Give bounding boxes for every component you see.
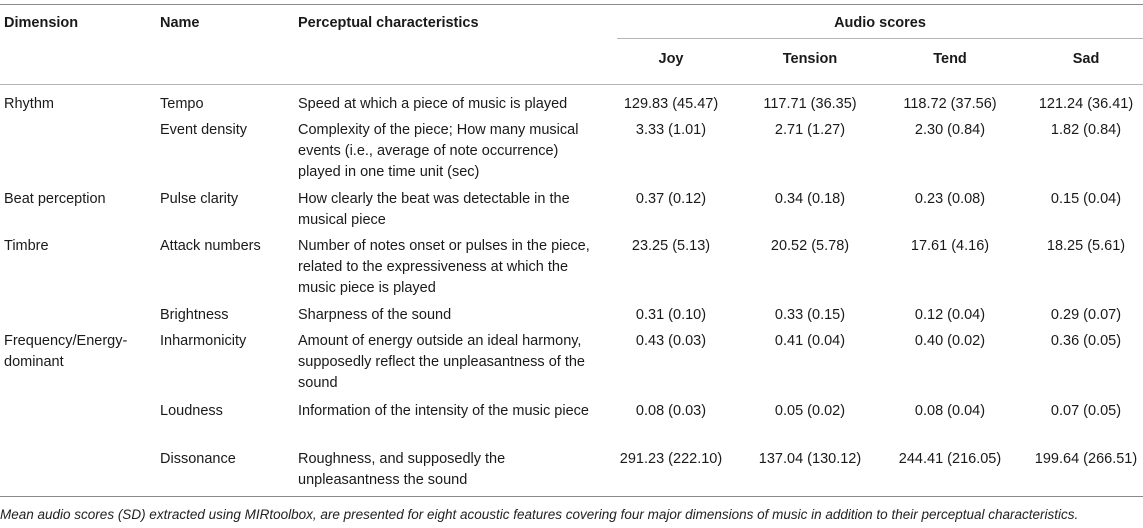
row-name: Pulse clarity	[160, 191, 239, 207]
header-perceptual: Perceptual characteristics	[298, 15, 479, 31]
row-name: Brightness	[160, 307, 229, 323]
header-audio-scores: Audio scores	[834, 15, 926, 31]
row-score-tend: 0.08 (0.04)	[914, 403, 986, 419]
row-score-joy: 0.31 (0.10)	[635, 307, 707, 323]
row-score-joy: 0.37 (0.12)	[635, 191, 707, 207]
row-score-joy: 291.23 (222.10)	[619, 451, 723, 467]
row-score-tend: 0.23 (0.08)	[914, 191, 986, 207]
row-name: Loudness	[160, 403, 223, 419]
table-top-rule	[0, 4, 1143, 5]
row-score-sad: 1.82 (0.84)	[1050, 122, 1122, 138]
row-score-tend: 0.12 (0.04)	[914, 307, 986, 323]
row-score-tension: 2.71 (1.27)	[774, 122, 846, 138]
row-score-tend: 2.30 (0.84)	[914, 122, 986, 138]
row-score-tension: 20.52 (5.78)	[770, 238, 850, 254]
header-score-joy: Joy	[658, 51, 684, 67]
row-dimension: Beat perception	[4, 191, 106, 207]
row-score-joy: 23.25 (5.13)	[631, 238, 711, 254]
header-score-tension: Tension	[782, 51, 838, 67]
row-perceptual: Speed at which a piece of music is played	[298, 96, 568, 112]
table-caption: Mean audio scores (SD) extracted using MIRtoolbox, are presented for eight acoustic features covering four major dimensions of music in addition to their perceptual characteristics.	[0, 507, 1079, 522]
row-perceptual: Roughness, and supposedly the unpleasantness the sound	[298, 451, 506, 488]
row-score-tension: 137.04 (130.12)	[758, 451, 862, 467]
row-score-sad: 18.25 (5.61)	[1046, 238, 1126, 254]
row-score-tension: 0.05 (0.02)	[774, 403, 846, 419]
row-dimension: Frequency/Energy-dominant	[4, 333, 128, 370]
row-score-tend: 17.61 (4.16)	[910, 238, 990, 254]
row-score-tension: 0.41 (0.04)	[774, 333, 846, 349]
row-score-sad: 0.36 (0.05)	[1050, 333, 1122, 349]
header-score-sad: Sad	[1072, 51, 1100, 67]
row-score-joy: 129.83 (45.47)	[623, 96, 719, 112]
audio-scores-span-rule	[617, 38, 1143, 39]
row-score-joy: 3.33 (1.01)	[635, 122, 707, 138]
row-score-tension: 0.34 (0.18)	[774, 191, 846, 207]
row-score-sad: 0.29 (0.07)	[1050, 307, 1122, 323]
row-perceptual: Amount of energy outside an ideal harmony, supposedly reflect the unpleasantness of the sound	[298, 333, 585, 391]
row-perceptual: Sharpness of the sound	[298, 307, 452, 323]
row-score-joy: 0.08 (0.03)	[635, 403, 707, 419]
header-bottom-rule	[0, 84, 1143, 85]
table-bottom-rule	[0, 496, 1143, 497]
row-score-tend: 0.40 (0.02)	[914, 333, 986, 349]
header-dimension: Dimension	[4, 15, 79, 31]
row-score-sad: 121.24 (36.41)	[1038, 96, 1134, 112]
row-name: Dissonance	[160, 451, 236, 467]
row-score-tension: 0.33 (0.15)	[774, 307, 846, 323]
row-score-sad: 199.64 (266.51)	[1034, 451, 1138, 467]
row-name: Attack numbers	[160, 238, 261, 254]
row-dimension: Rhythm	[4, 96, 54, 112]
row-perceptual: Complexity of the piece; How many musical events (i.e., average of note occurrence) played in one time unit (sec)	[298, 122, 579, 180]
header-score-tend: Tend	[933, 51, 967, 67]
row-perceptual: Number of notes onset or pulses in the piece, related to the expressiveness at which the music piece is played	[298, 238, 590, 296]
row-perceptual: Information of the intensity of the music piece	[298, 403, 589, 419]
row-score-sad: 0.07 (0.05)	[1050, 403, 1122, 419]
row-score-tension: 117.71 (36.35)	[763, 96, 857, 112]
row-name: Inharmonicity	[160, 333, 247, 349]
header-name: Name	[160, 15, 200, 31]
row-dimension: Timbre	[4, 238, 49, 254]
row-name: Tempo	[160, 96, 204, 112]
row-score-tend: 118.72 (37.56)	[903, 96, 997, 112]
row-name: Event density	[160, 122, 248, 138]
row-score-tend: 244.41 (216.05)	[898, 451, 1002, 467]
row-perceptual: How clearly the beat was detectable in the musical piece	[298, 191, 570, 228]
row-score-sad: 0.15 (0.04)	[1050, 191, 1122, 207]
row-score-joy: 0.43 (0.03)	[635, 333, 707, 349]
